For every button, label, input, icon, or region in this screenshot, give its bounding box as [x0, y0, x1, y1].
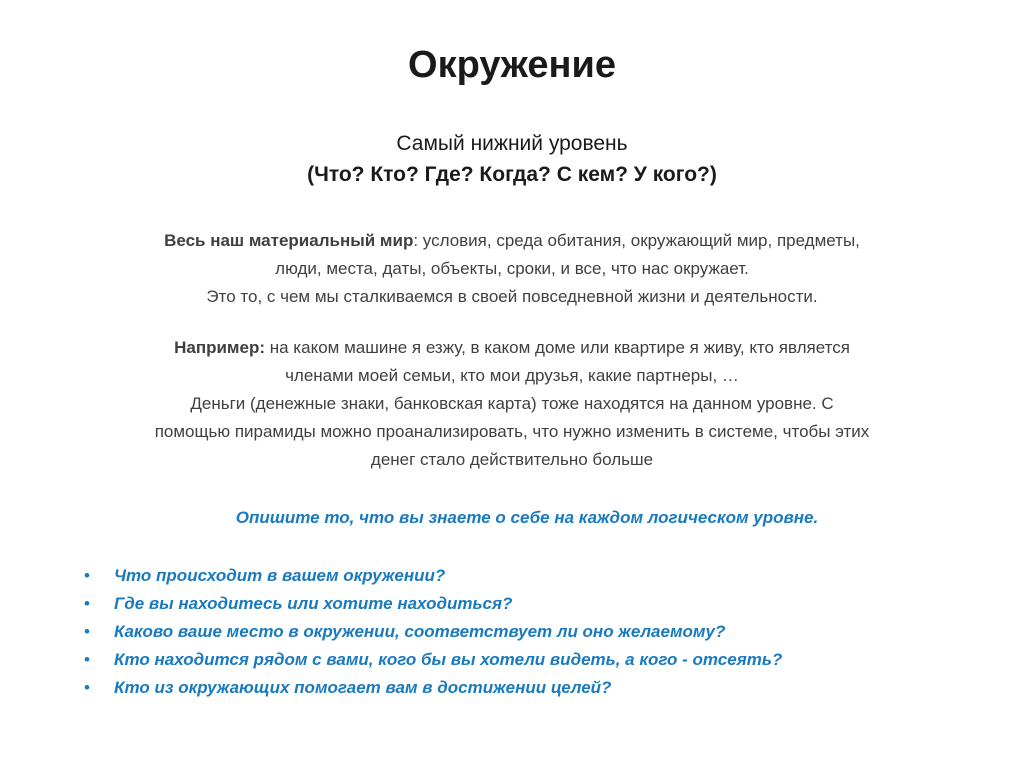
paragraph-line: Деньги (денежные знаки, банковская карта) тоже находятся на данном уровне. С: [190, 394, 834, 413]
subtitle-questions: (Что? Кто? Где? Когда? С кем? У кого?): [307, 163, 717, 186]
bold-lead: Весь наш материальный мир: [164, 231, 414, 250]
bold-lead: Например:: [174, 338, 266, 357]
paragraph-line: денег стало действительно больше: [370, 450, 654, 469]
task-prompt: Опишите то, что вы знаете о себе на каждом логическом уровне.: [235, 508, 819, 527]
bullet-icon: •: [84, 594, 90, 613]
list-item: [84, 674, 782, 702]
bullet-icon: •: [84, 650, 90, 669]
list-item: [84, 646, 782, 674]
paragraph-material-world: [40, 227, 984, 311]
paragraph-text: : условия, среда обитания, окружающий мир, предметы,: [413, 231, 860, 250]
paragraph-example: [40, 334, 984, 474]
question-list: [84, 562, 782, 702]
question-text: Кто из окружающих помогает вам в достижении целей?: [114, 678, 612, 697]
paragraph-line: членами моей семьи, кто мои друзья, какие партнеры, …: [285, 366, 739, 385]
list-item: [84, 562, 782, 590]
paragraph-line: [40, 334, 984, 362]
question-text: Каково ваше место в окружении, соответствует ли оно желаемому?: [114, 622, 726, 641]
bullet-icon: •: [84, 622, 90, 641]
list-item: [84, 618, 782, 646]
paragraph-line: помощью пирамиды можно проанализировать, что нужно изменить в системе, чтобы этих: [154, 422, 870, 441]
paragraph-line: Это то, с чем мы сталкиваемся в своей повседневной жизни и деятельности.: [206, 287, 818, 306]
paragraph-line: люди, места, даты, объекты, сроки, и все, что нас окружает.: [275, 259, 749, 278]
question-text: Что происходит в вашем окружении?: [114, 566, 446, 585]
bullet-icon: •: [84, 678, 90, 697]
list-item: [84, 590, 782, 618]
slide-title: Окружение: [408, 44, 616, 86]
subtitle-level: Самый нижний уровень: [396, 132, 628, 155]
question-text: Кто находится рядом с вами, кого бы вы хотели видеть, а кого - отсеять?: [114, 650, 783, 669]
paragraph-line: [40, 227, 984, 255]
bullet-icon: •: [84, 566, 90, 585]
question-text: Где вы находитесь или хотите находиться?: [114, 594, 513, 613]
paragraph-text: на каком машине я езжу, в каком доме или квартире я живу, кто является: [265, 338, 850, 357]
slide-subtitle: [0, 128, 1024, 190]
